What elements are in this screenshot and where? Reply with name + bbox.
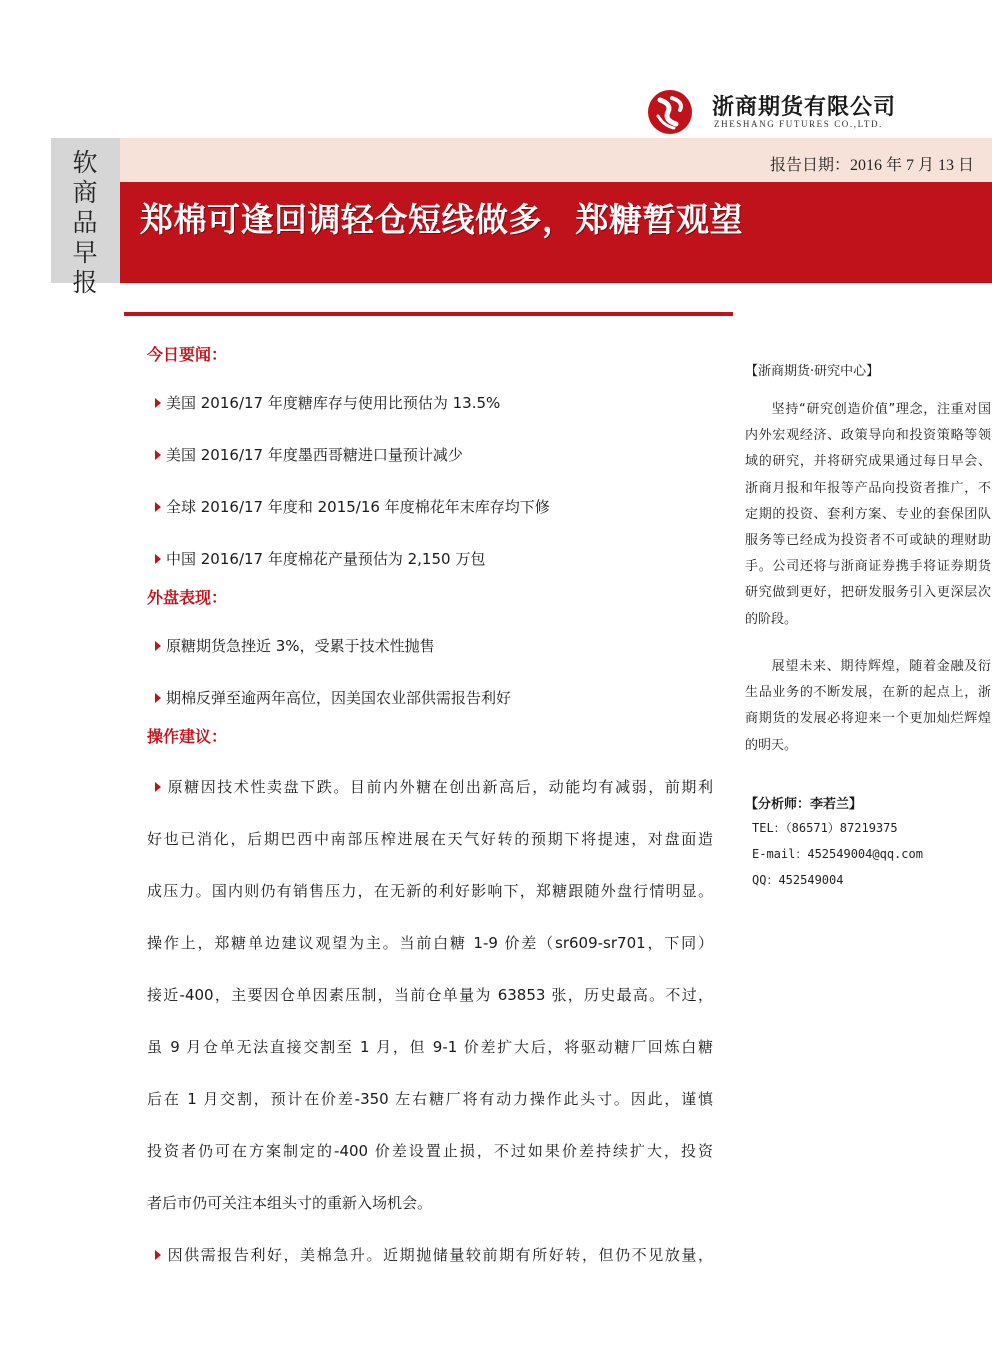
advice-paragraph-line: 接近-400，主要因仓单因素压制，当前仓单量为 63853 张，历史最高。不过，: [147, 986, 713, 1004]
bullet-arrow-icon: [155, 450, 161, 460]
bullet-arrow-icon: [155, 502, 161, 512]
analyst-name: 【分析师：李若兰】: [745, 797, 863, 812]
bullet-arrow-icon: [155, 398, 161, 408]
external-item: 原糖期货急挫近 3%，受累于技术性抛售: [155, 635, 435, 656]
news-item: 中国 2016/17 年度棉花产量预估为 2,150 万包: [155, 548, 485, 569]
bullet-arrow-icon: [155, 641, 161, 651]
bullet-arrow-icon: [155, 554, 161, 564]
sidebar-paragraph: 展望未来、期待辉煌，随着金融及衍生品业务的不断发展，在新的起点上，浙商期货的发展必将迎来一个更加灿烂辉煌的明天。: [745, 659, 991, 753]
section-divider: [124, 312, 733, 316]
sidebar-paragraph: 坚持“研究创造价值”理念，注重对国内外宏观经济、政策导向和投资策略等领域的研究，并将研究成果通过每日早会、浙商月报和年报等产品向投资者推广，不定期的投资、套利方案、专业的套保团队服务等已经成为投资者不可或缺的理财助手。公司还将与浙商证券携手将证券期货研究做到更好，把研发服务引入更深层次的阶段。: [745, 402, 991, 627]
date-band: [120, 138, 992, 182]
title-band: [120, 182, 992, 283]
report-title: 郑棉可逢回调轻仓短线做多，郑糖暂观望: [140, 200, 743, 239]
external-item: 期棉反弹至逾两年高位，因美国农业部供需报告利好: [155, 687, 511, 708]
bullet-arrow-icon: [155, 693, 161, 703]
analyst-email: E-mail：452549004@qq.com: [752, 847, 923, 861]
advice-paragraph-line: 投资者仍可在方案制定的-400 价差设置止损，不过如果价差持续扩大，投资: [147, 1142, 713, 1160]
report-type-tag: [51, 138, 120, 297]
news-item: 美国 2016/17 年度墨西哥糖进口量预计减少: [155, 444, 463, 465]
bullet-arrow-icon: [155, 782, 161, 792]
advice-paragraph-line: 后在 1 月交割，预计在价差-350 左右糖厂将有动力操作此头寸。因此，谨慎: [147, 1090, 713, 1108]
sidebar-heading: 【浙商期货·研究中心】: [745, 364, 880, 379]
advice-section-title: 操作建议：: [147, 727, 228, 746]
advice-paragraph-line: 好也已消化，后期巴西中南部压榨进展在天气好转的预期下将提速，对盘面造: [147, 830, 713, 848]
report-date: 报告日期：2016 年 7 月 13 日: [769, 157, 974, 174]
external-section-title: 外盘表现：: [147, 588, 228, 607]
advice-paragraph-line: 者后市仍可关注本组头寸的重新入场机会。: [147, 1194, 433, 1212]
company-name-cn: 浙商期货有限公司: [712, 95, 897, 120]
analyst-qq: QQ：452549004: [752, 873, 844, 887]
advice-paragraph-line: 成压力。国内则仍有销售压力，在无新的利好影响下，郑糖跟随外盘行情明显。: [147, 882, 713, 900]
news-section-title: 今日要闻：: [147, 345, 228, 364]
news-item: 美国 2016/17 年度糖库存与使用比预估为 13.5%: [155, 392, 500, 413]
advice-paragraph-line: 原糖因技术性卖盘下跌。目前内外糖在创出新高后，动能均有减弱，前期利: [155, 776, 713, 797]
advice-paragraph-line: 操作上，郑糖单边建议观望为主。当前白糖 1-9 价差（sr609-sr701，下同）: [147, 934, 713, 952]
advice-paragraph-line: 因供需报告利好，美棉急升。近期抛储量较前期有所好转，但仍不见放量，: [155, 1244, 713, 1265]
report-type-label: 软商品早报: [72, 148, 98, 297]
news-item: 全球 2016/17 年度和 2015/16 年度棉花年末库存均下修: [155, 496, 550, 517]
company-logo: [646, 86, 936, 136]
analyst-tel: TEL：（86571）87219375: [752, 821, 898, 835]
logo-mark-icon: [646, 88, 702, 136]
company-name-en: ZHESHANG FUTURES CO.,LTD.: [714, 119, 883, 129]
bullet-arrow-icon: [155, 1250, 161, 1260]
advice-paragraph-line: 虽 9 月仓单无法直接交割至 1 月，但 9-1 价差扩大后，将驱动糖厂回炼白糖: [147, 1038, 713, 1056]
